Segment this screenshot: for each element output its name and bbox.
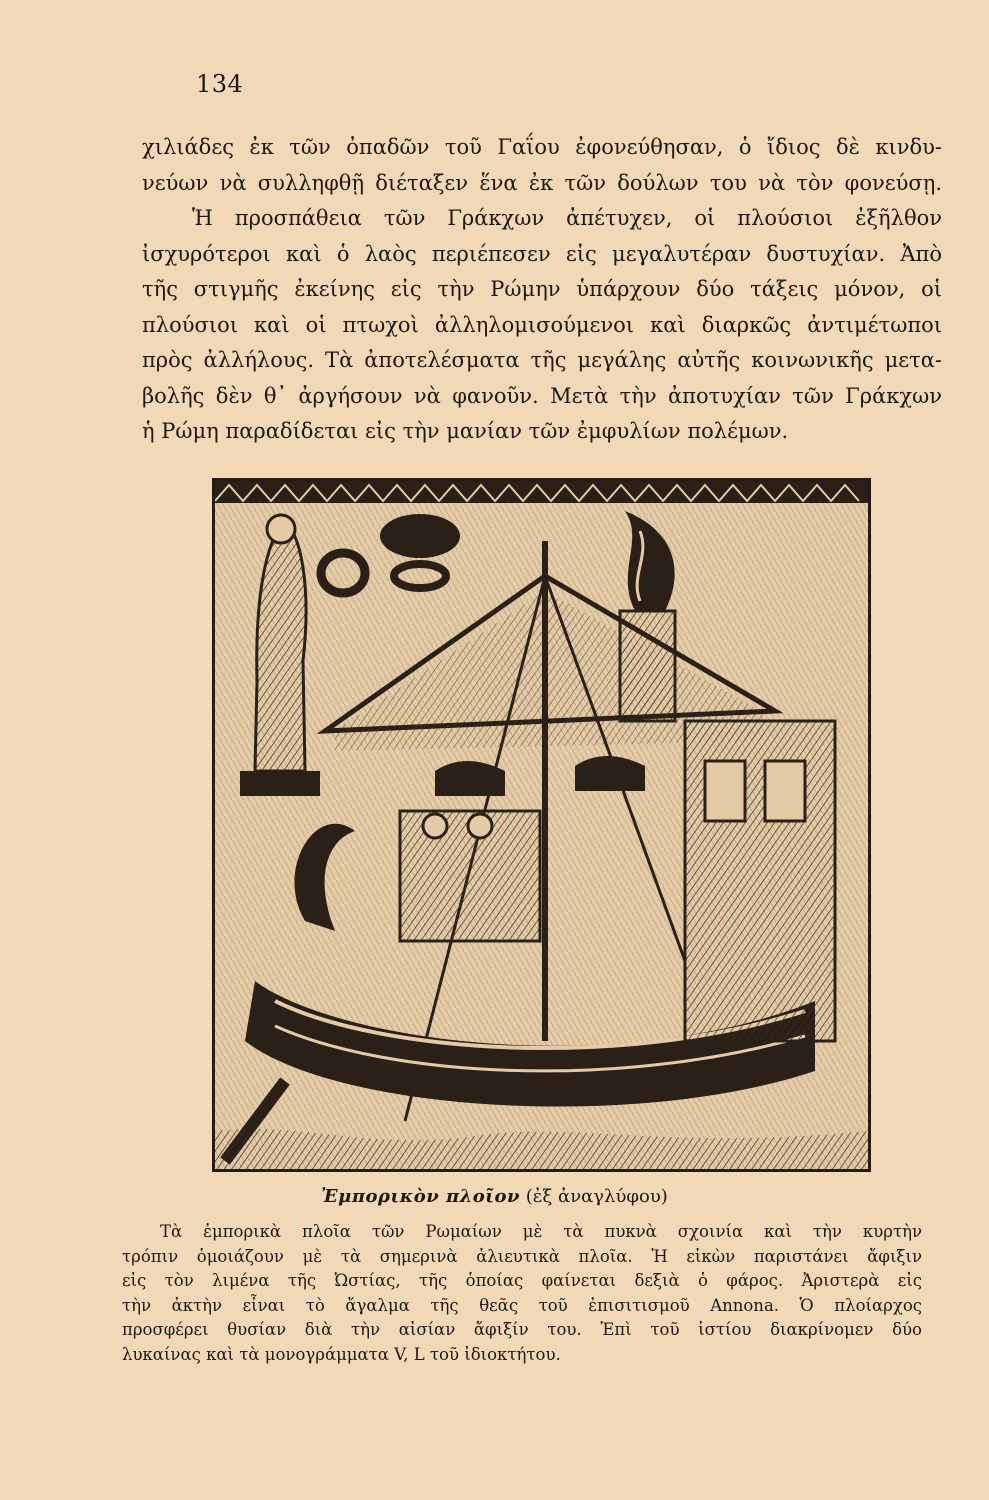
caption-line: τὴν ἀκτὴν εἶναι τὸ ἄγαλμα τῆς θεᾶς τοῦ ἐπισιτισμοῦ Annona. Ὁ πλοίαρχος xyxy=(122,1295,922,1315)
body-line: ἰσχυρότεροι καὶ ὁ λαὸς περιέπεσεν εἰς μεγαλυτέραν δυστυχίαν. Ἀπὸ xyxy=(142,241,942,266)
body-line: ἡ Ρώμη παραδίδεται εἰς τὴν μανίαν τῶν ἐμφυλίων πολέμων. xyxy=(142,419,789,443)
caption-title-italic: Ἐμπορικὸν πλοῖον xyxy=(321,1186,520,1207)
body-line: χιλιάδες ἐκ τῶν ὀπαδῶν τοῦ Γαΐου ἐφονεύθησαν, ὁ ἴδιος δὲ κινδυ- xyxy=(142,135,942,159)
caption-line: τρόπιν ὁμοιάζουν μὲ τὰ σημερινὰ ἁλιευτικὰ πλοῖα. Ἡ εἰκὼν παριστάνει ἄφιξιν xyxy=(122,1246,922,1266)
caption-line: λυκαίνας καὶ τὰ μονογράμματα V, L τοῦ ἰδιοκτήτου. xyxy=(122,1344,561,1364)
merchant-ship-relief-image xyxy=(212,478,871,1172)
relief-engraving xyxy=(215,481,868,1169)
caption-line: προσφέρει θυσίαν διὰ τὴν αἰσίαν ἄφιξίν του. Ἐπὶ τοῦ ἱστίου διακρίνομεν δύο xyxy=(122,1320,922,1339)
body-line: νεύων νὰ συλληφθῇ διέταξεν ἕνα ἐκ τῶν δούλων του νὰ τὸν φονεύσῃ. xyxy=(142,170,942,195)
figure-caption-title xyxy=(0,1186,989,1207)
body-line: βολῆς δὲν θ᾽ ἀργήσουν νὰ φανοῦν. Μετὰ τὴν ἀποτυχίαν τῶν Γράκχων xyxy=(142,383,942,408)
body-line: πρὸς ἀλλήλους. Τὰ ἀποτελέσματα τῆς μεγάλης αὐτῆς κοινωνικῆς μετα- xyxy=(142,348,942,372)
body-line: τῆς στιγμῆς ἐκείνης εἰς τὴν Ρώμην ὑπάρχουν δύο τάξεις μόνον, οἱ xyxy=(142,277,942,301)
caption-title-rest: (ἐξ ἀναγλύφου) xyxy=(525,1186,668,1207)
body-line: πλούσιοι καὶ οἱ πτωχοὶ ἀλληλομισούμενοι καὶ διαρκῶς ἀντιμέτωποι xyxy=(142,312,942,337)
body-text xyxy=(142,130,942,450)
page-number: 134 xyxy=(196,70,244,98)
figure-caption-text xyxy=(122,1220,922,1367)
caption-line: Τὰ ἐμπορικὰ πλοῖα τῶν Ρωμαίων μὲ τὰ πυκνὰ σχοινία καὶ τὴν κυρτὴν xyxy=(160,1222,922,1241)
caption-line: εἰς τὸν λιμένα τῆς Ὠστίας, τῆς ὁποίας φαίνεται δεξιὰ ὁ φάρος. Ἀριστερὰ εἰς xyxy=(122,1271,922,1290)
body-line: Ἡ προσπάθεια τῶν Γράκχων ἀπέτυχεν, οἱ πλούσιοι ἐξῆλθον xyxy=(192,206,942,230)
